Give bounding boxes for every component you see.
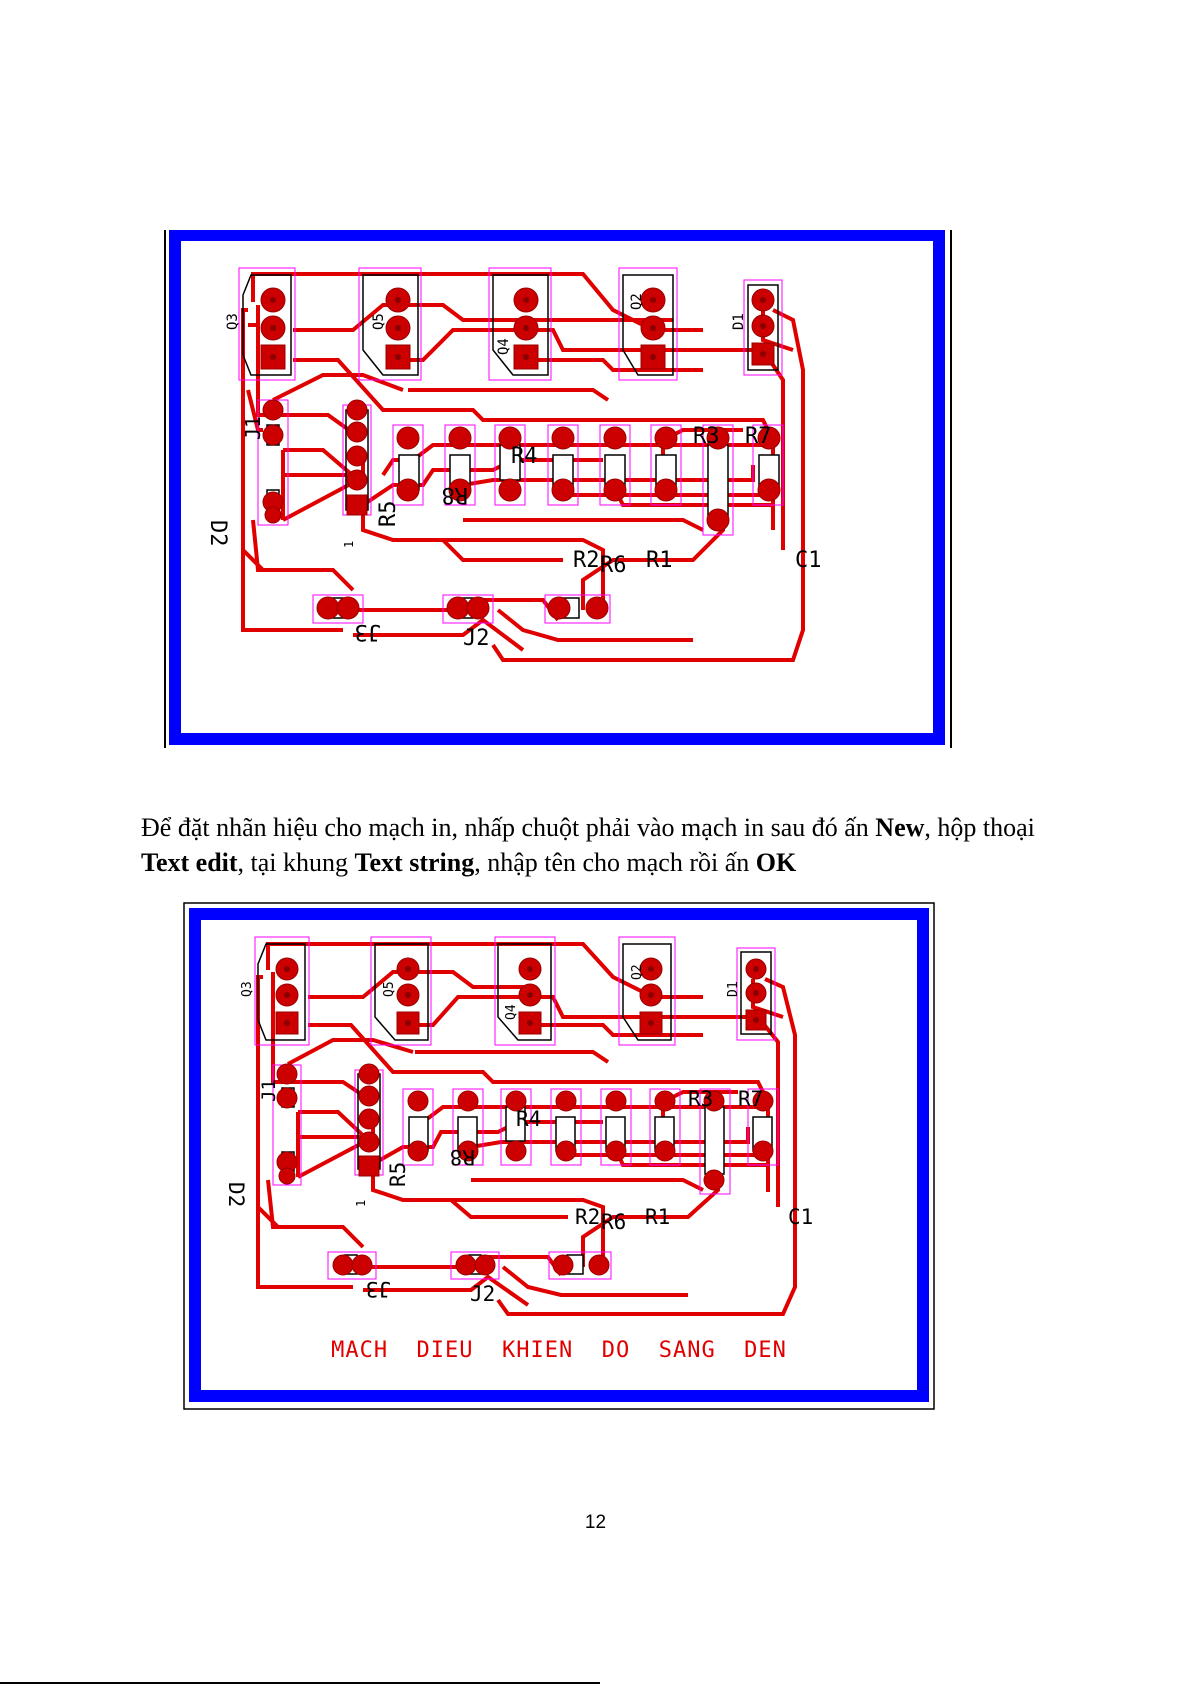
label-j1: J1 — [258, 1079, 280, 1102]
label-r2: R2 — [575, 1205, 601, 1229]
label-r3: R3 — [693, 424, 720, 449]
label-r6: R6 — [601, 1210, 627, 1234]
label-q4: Q4 — [496, 338, 512, 355]
label-r5: R5 — [376, 500, 401, 527]
label-q5: Q5 — [382, 981, 397, 997]
label-r6: R6 — [600, 553, 627, 578]
label-q3: Q3 — [240, 981, 255, 997]
label-d2: D2 — [224, 1182, 248, 1208]
label-q2: Q2 — [630, 964, 645, 980]
label-r4: R4 — [516, 1107, 542, 1131]
page-number: 12 — [584, 1512, 607, 1533]
label-d2: D2 — [205, 520, 230, 547]
paragraph-bold-ok: OK — [755, 848, 797, 877]
paragraph-bold-text-edit: Text edit — [141, 848, 238, 877]
label-q3: Q3 — [225, 313, 241, 330]
label-j2: J2 — [470, 1282, 496, 1306]
label-d1: D1 — [731, 313, 747, 330]
label-q2: Q2 — [629, 293, 645, 310]
label-pin1: 1 — [342, 540, 356, 548]
label-j2: J2 — [463, 626, 490, 651]
paragraph-bold-text-string: Text string — [354, 848, 475, 877]
label-r1: R1 — [646, 548, 673, 573]
label-r7: R7 — [745, 424, 772, 449]
instruction-paragraph — [141, 810, 1051, 880]
label-c1: C1 — [795, 548, 822, 573]
label-r8: R8 — [449, 1145, 475, 1169]
label-c1: C1 — [788, 1205, 814, 1229]
paragraph-text: , nhập tên cho mạch rồi ấn — [474, 848, 756, 877]
label-r7: R7 — [738, 1087, 764, 1111]
label-r8: R8 — [441, 482, 468, 507]
label-r5: R5 — [386, 1161, 410, 1187]
label-r1: R1 — [645, 1205, 671, 1229]
pcb-layout-figure-2 — [183, 902, 935, 1410]
paragraph-text: , tại khung — [237, 848, 355, 877]
paragraph-text: , hộp thoại — [924, 813, 1035, 842]
footer-divider — [0, 1682, 600, 1684]
label-pin1: 1 — [354, 1199, 368, 1207]
label-j1: J1 — [241, 415, 265, 440]
label-j3: J3 — [354, 619, 381, 644]
label-q4: Q4 — [504, 1004, 519, 1020]
pcb-layout-figure-1 — [163, 230, 953, 748]
label-r3: R3 — [688, 1087, 714, 1111]
board-label-text: MACH DIEU KHIEN DO SANG DEN — [331, 1338, 787, 1363]
label-q5: Q5 — [371, 313, 387, 330]
label-j3: J3 — [365, 1277, 391, 1301]
label-r2: R2 — [573, 548, 600, 573]
paragraph-text: Để đặt nhãn hiệu cho mạch in, nhấp chuột phải vào mạch in sau đó ấn — [141, 813, 876, 842]
label-d1: D1 — [726, 981, 741, 997]
label-r4: R4 — [511, 444, 538, 469]
paragraph-bold-new: New — [875, 813, 925, 842]
